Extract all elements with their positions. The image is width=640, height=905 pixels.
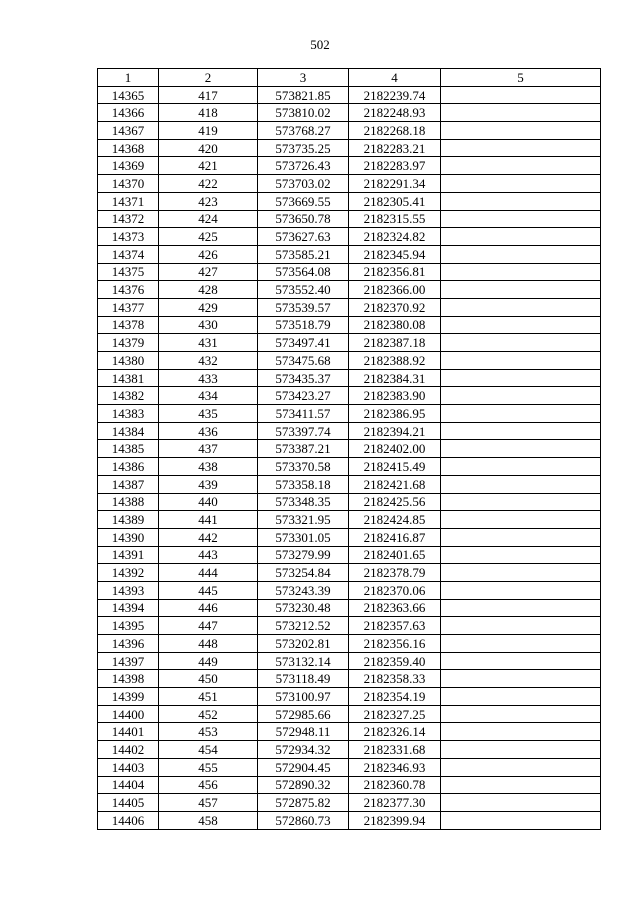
table-row xyxy=(98,175,601,193)
note-cell xyxy=(441,635,601,653)
table-row xyxy=(98,281,601,299)
coordinates-table xyxy=(97,68,601,830)
point-number-cell: 14382 xyxy=(98,387,159,405)
column-header-2: 2 xyxy=(159,69,258,87)
table-row xyxy=(98,581,601,599)
x-coordinate-cell: 573518.79 xyxy=(258,316,349,334)
y-coordinate-cell: 2182416.87 xyxy=(349,528,441,546)
note-cell xyxy=(441,511,601,529)
sequence-number-cell: 428 xyxy=(159,281,258,299)
note-cell xyxy=(441,581,601,599)
x-coordinate-cell: 573821.85 xyxy=(258,86,349,104)
page-number: 502 xyxy=(310,37,330,52)
point-number-cell: 14394 xyxy=(98,599,159,617)
note-cell xyxy=(441,458,601,476)
sequence-number-cell: 432 xyxy=(159,352,258,370)
point-number-cell: 14383 xyxy=(98,405,159,423)
point-number-cell: 14368 xyxy=(98,139,159,157)
x-coordinate-cell: 573423.27 xyxy=(258,387,349,405)
table-row xyxy=(98,192,601,210)
sequence-number-cell: 426 xyxy=(159,245,258,263)
note-cell xyxy=(441,228,601,246)
table-row xyxy=(98,334,601,352)
point-number-cell: 14397 xyxy=(98,652,159,670)
x-coordinate-cell: 573627.63 xyxy=(258,228,349,246)
point-number-cell: 14379 xyxy=(98,334,159,352)
table-row xyxy=(98,511,601,529)
point-number-cell: 14378 xyxy=(98,316,159,334)
table-row xyxy=(98,122,601,140)
point-number-cell: 14375 xyxy=(98,263,159,281)
point-number-cell: 14405 xyxy=(98,794,159,812)
point-number-cell: 14401 xyxy=(98,723,159,741)
note-cell xyxy=(441,741,601,759)
x-coordinate-cell: 573497.41 xyxy=(258,334,349,352)
x-coordinate-cell: 573585.21 xyxy=(258,245,349,263)
x-coordinate-cell: 572904.45 xyxy=(258,758,349,776)
x-coordinate-cell: 573100.97 xyxy=(258,688,349,706)
sequence-number-cell: 429 xyxy=(159,298,258,316)
sequence-number-cell: 421 xyxy=(159,157,258,175)
point-number-cell: 14388 xyxy=(98,493,159,511)
note-cell xyxy=(441,104,601,122)
y-coordinate-cell: 2182356.81 xyxy=(349,263,441,281)
note-cell xyxy=(441,369,601,387)
table-row xyxy=(98,564,601,582)
y-coordinate-cell: 2182363.66 xyxy=(349,599,441,617)
note-cell xyxy=(441,405,601,423)
x-coordinate-cell: 573202.81 xyxy=(258,635,349,653)
note-cell xyxy=(441,776,601,794)
note-cell xyxy=(441,546,601,564)
y-coordinate-cell: 2182327.25 xyxy=(349,705,441,723)
y-coordinate-cell: 2182358.33 xyxy=(349,670,441,688)
note-cell xyxy=(441,758,601,776)
y-coordinate-cell: 2182283.97 xyxy=(349,157,441,175)
note-cell xyxy=(441,175,601,193)
table-row xyxy=(98,705,601,723)
point-number-cell: 14376 xyxy=(98,281,159,299)
sequence-number-cell: 439 xyxy=(159,475,258,493)
y-coordinate-cell: 2182356.16 xyxy=(349,635,441,653)
sequence-number-cell: 431 xyxy=(159,334,258,352)
sequence-number-cell: 441 xyxy=(159,511,258,529)
sequence-number-cell: 450 xyxy=(159,670,258,688)
point-number-cell: 14369 xyxy=(98,157,159,175)
table-row xyxy=(98,652,601,670)
note-cell xyxy=(441,794,601,812)
point-number-cell: 14393 xyxy=(98,581,159,599)
note-cell xyxy=(441,86,601,104)
table-row xyxy=(98,617,601,635)
table-row xyxy=(98,139,601,157)
point-number-cell: 14399 xyxy=(98,688,159,706)
y-coordinate-cell: 2182357.63 xyxy=(349,617,441,635)
table-row xyxy=(98,688,601,706)
x-coordinate-cell: 572985.66 xyxy=(258,705,349,723)
x-coordinate-cell: 573212.52 xyxy=(258,617,349,635)
y-coordinate-cell: 2182421.68 xyxy=(349,475,441,493)
sequence-number-cell: 444 xyxy=(159,564,258,582)
note-cell xyxy=(441,688,601,706)
sequence-number-cell: 440 xyxy=(159,493,258,511)
note-cell xyxy=(441,528,601,546)
x-coordinate-cell: 573726.43 xyxy=(258,157,349,175)
y-coordinate-cell: 2182370.06 xyxy=(349,581,441,599)
x-coordinate-cell: 573703.02 xyxy=(258,175,349,193)
sequence-number-cell: 458 xyxy=(159,811,258,829)
x-coordinate-cell: 572934.32 xyxy=(258,741,349,759)
point-number-cell: 14377 xyxy=(98,298,159,316)
y-coordinate-cell: 2182386.95 xyxy=(349,405,441,423)
x-coordinate-cell: 573370.58 xyxy=(258,458,349,476)
y-coordinate-cell: 2182401.65 xyxy=(349,546,441,564)
x-coordinate-cell: 573650.78 xyxy=(258,210,349,228)
point-number-cell: 14390 xyxy=(98,528,159,546)
table-row xyxy=(98,599,601,617)
note-cell xyxy=(441,352,601,370)
sequence-number-cell: 457 xyxy=(159,794,258,812)
y-coordinate-cell: 2182388.92 xyxy=(349,352,441,370)
sequence-number-cell: 417 xyxy=(159,86,258,104)
x-coordinate-cell: 573387.21 xyxy=(258,440,349,458)
y-coordinate-cell: 2182380.08 xyxy=(349,316,441,334)
table-row xyxy=(98,86,601,104)
note-cell xyxy=(441,475,601,493)
y-coordinate-cell: 2182331.68 xyxy=(349,741,441,759)
note-cell xyxy=(441,122,601,140)
sequence-number-cell: 453 xyxy=(159,723,258,741)
sequence-number-cell: 452 xyxy=(159,705,258,723)
note-cell xyxy=(441,387,601,405)
point-number-cell: 14400 xyxy=(98,705,159,723)
table-row xyxy=(98,157,601,175)
note-cell xyxy=(441,245,601,263)
x-coordinate-cell: 573552.40 xyxy=(258,281,349,299)
x-coordinate-cell: 573810.02 xyxy=(258,104,349,122)
sequence-number-cell: 433 xyxy=(159,369,258,387)
point-number-cell: 14404 xyxy=(98,776,159,794)
x-coordinate-cell: 573254.84 xyxy=(258,564,349,582)
y-coordinate-cell: 2182346.93 xyxy=(349,758,441,776)
y-coordinate-cell: 2182305.41 xyxy=(349,192,441,210)
sequence-number-cell: 436 xyxy=(159,422,258,440)
table-row xyxy=(98,405,601,423)
column-header-4: 4 xyxy=(349,69,441,87)
table-row xyxy=(98,245,601,263)
sequence-number-cell: 438 xyxy=(159,458,258,476)
sequence-number-cell: 422 xyxy=(159,175,258,193)
x-coordinate-cell: 573243.39 xyxy=(258,581,349,599)
note-cell xyxy=(441,334,601,352)
sequence-number-cell: 419 xyxy=(159,122,258,140)
note-cell xyxy=(441,316,601,334)
note-cell xyxy=(441,493,601,511)
x-coordinate-cell: 572948.11 xyxy=(258,723,349,741)
x-coordinate-cell: 573435.37 xyxy=(258,369,349,387)
note-cell xyxy=(441,422,601,440)
note-cell xyxy=(441,599,601,617)
table-row xyxy=(98,316,601,334)
point-number-cell: 14367 xyxy=(98,122,159,140)
table-row xyxy=(98,546,601,564)
point-number-cell: 14387 xyxy=(98,475,159,493)
sequence-number-cell: 425 xyxy=(159,228,258,246)
sequence-number-cell: 434 xyxy=(159,387,258,405)
point-number-cell: 14403 xyxy=(98,758,159,776)
sequence-number-cell: 455 xyxy=(159,758,258,776)
point-number-cell: 14365 xyxy=(98,86,159,104)
point-number-cell: 14372 xyxy=(98,210,159,228)
sequence-number-cell: 456 xyxy=(159,776,258,794)
sequence-number-cell: 443 xyxy=(159,546,258,564)
point-number-cell: 14386 xyxy=(98,458,159,476)
sequence-number-cell: 445 xyxy=(159,581,258,599)
y-coordinate-cell: 2182387.18 xyxy=(349,334,441,352)
table-row xyxy=(98,493,601,511)
sequence-number-cell: 424 xyxy=(159,210,258,228)
x-coordinate-cell: 573411.57 xyxy=(258,405,349,423)
note-cell xyxy=(441,723,601,741)
table-row xyxy=(98,228,601,246)
y-coordinate-cell: 2182248.93 xyxy=(349,104,441,122)
table-row xyxy=(98,635,601,653)
table-body xyxy=(98,86,601,829)
x-coordinate-cell: 573669.55 xyxy=(258,192,349,210)
table-row xyxy=(98,352,601,370)
column-header-1: 1 xyxy=(98,69,159,87)
table-row xyxy=(98,811,601,829)
x-coordinate-cell: 573279.99 xyxy=(258,546,349,564)
table-row xyxy=(98,458,601,476)
point-number-cell: 14373 xyxy=(98,228,159,246)
note-cell xyxy=(441,705,601,723)
note-cell xyxy=(441,210,601,228)
table-row xyxy=(98,104,601,122)
x-coordinate-cell: 573768.27 xyxy=(258,122,349,140)
note-cell xyxy=(441,670,601,688)
sequence-number-cell: 427 xyxy=(159,263,258,281)
y-coordinate-cell: 2182326.14 xyxy=(349,723,441,741)
sequence-number-cell: 423 xyxy=(159,192,258,210)
y-coordinate-cell: 2182384.31 xyxy=(349,369,441,387)
x-coordinate-cell: 573321.95 xyxy=(258,511,349,529)
table-row xyxy=(98,794,601,812)
table-row xyxy=(98,210,601,228)
sequence-number-cell: 442 xyxy=(159,528,258,546)
point-number-cell: 14366 xyxy=(98,104,159,122)
table-row xyxy=(98,670,601,688)
y-coordinate-cell: 2182383.90 xyxy=(349,387,441,405)
x-coordinate-cell: 572890.32 xyxy=(258,776,349,794)
note-cell xyxy=(441,617,601,635)
x-coordinate-cell: 573301.05 xyxy=(258,528,349,546)
point-number-cell: 14370 xyxy=(98,175,159,193)
y-coordinate-cell: 2182283.21 xyxy=(349,139,441,157)
note-cell xyxy=(441,157,601,175)
y-coordinate-cell: 2182377.30 xyxy=(349,794,441,812)
sequence-number-cell: 437 xyxy=(159,440,258,458)
x-coordinate-cell: 573397.74 xyxy=(258,422,349,440)
x-coordinate-cell: 573475.68 xyxy=(258,352,349,370)
table-row xyxy=(98,528,601,546)
x-coordinate-cell: 572875.82 xyxy=(258,794,349,812)
note-cell xyxy=(441,811,601,829)
table-row xyxy=(98,475,601,493)
table-row xyxy=(98,387,601,405)
sequence-number-cell: 454 xyxy=(159,741,258,759)
sequence-number-cell: 446 xyxy=(159,599,258,617)
table-row xyxy=(98,263,601,281)
y-coordinate-cell: 2182399.94 xyxy=(349,811,441,829)
y-coordinate-cell: 2182402.00 xyxy=(349,440,441,458)
point-number-cell: 14371 xyxy=(98,192,159,210)
point-number-cell: 14381 xyxy=(98,369,159,387)
x-coordinate-cell: 573348.35 xyxy=(258,493,349,511)
point-number-cell: 14396 xyxy=(98,635,159,653)
table-row xyxy=(98,422,601,440)
table-row xyxy=(98,741,601,759)
y-coordinate-cell: 2182425.56 xyxy=(349,493,441,511)
sequence-number-cell: 451 xyxy=(159,688,258,706)
point-number-cell: 14389 xyxy=(98,511,159,529)
y-coordinate-cell: 2182378.79 xyxy=(349,564,441,582)
x-coordinate-cell: 573132.14 xyxy=(258,652,349,670)
y-coordinate-cell: 2182291.34 xyxy=(349,175,441,193)
point-number-cell: 14406 xyxy=(98,811,159,829)
point-number-cell: 14380 xyxy=(98,352,159,370)
table-row xyxy=(98,440,601,458)
sequence-number-cell: 449 xyxy=(159,652,258,670)
column-header-3: 3 xyxy=(258,69,349,87)
y-coordinate-cell: 2182315.55 xyxy=(349,210,441,228)
y-coordinate-cell: 2182239.74 xyxy=(349,86,441,104)
note-cell xyxy=(441,298,601,316)
note-cell xyxy=(441,139,601,157)
y-coordinate-cell: 2182424.85 xyxy=(349,511,441,529)
point-number-cell: 14402 xyxy=(98,741,159,759)
y-coordinate-cell: 2182360.78 xyxy=(349,776,441,794)
y-coordinate-cell: 2182324.82 xyxy=(349,228,441,246)
y-coordinate-cell: 2182359.40 xyxy=(349,652,441,670)
y-coordinate-cell: 2182354.19 xyxy=(349,688,441,706)
x-coordinate-cell: 572860.73 xyxy=(258,811,349,829)
point-number-cell: 14384 xyxy=(98,422,159,440)
table-header-row xyxy=(98,69,601,87)
sequence-number-cell: 420 xyxy=(159,139,258,157)
x-coordinate-cell: 573230.48 xyxy=(258,599,349,617)
sequence-number-cell: 418 xyxy=(159,104,258,122)
x-coordinate-cell: 573735.25 xyxy=(258,139,349,157)
table-row xyxy=(98,758,601,776)
y-coordinate-cell: 2182394.21 xyxy=(349,422,441,440)
point-number-cell: 14374 xyxy=(98,245,159,263)
note-cell xyxy=(441,652,601,670)
note-cell xyxy=(441,440,601,458)
point-number-cell: 14392 xyxy=(98,564,159,582)
x-coordinate-cell: 573564.08 xyxy=(258,263,349,281)
note-cell xyxy=(441,564,601,582)
y-coordinate-cell: 2182268.18 xyxy=(349,122,441,140)
table-row xyxy=(98,298,601,316)
x-coordinate-cell: 573118.49 xyxy=(258,670,349,688)
y-coordinate-cell: 2182345.94 xyxy=(349,245,441,263)
note-cell xyxy=(441,281,601,299)
point-number-cell: 14385 xyxy=(98,440,159,458)
point-number-cell: 14395 xyxy=(98,617,159,635)
sequence-number-cell: 448 xyxy=(159,635,258,653)
sequence-number-cell: 430 xyxy=(159,316,258,334)
sequence-number-cell: 435 xyxy=(159,405,258,423)
note-cell xyxy=(441,263,601,281)
point-number-cell: 14391 xyxy=(98,546,159,564)
table-row xyxy=(98,776,601,794)
y-coordinate-cell: 2182415.49 xyxy=(349,458,441,476)
column-header-5: 5 xyxy=(441,69,601,87)
table-row xyxy=(98,723,601,741)
y-coordinate-cell: 2182366.00 xyxy=(349,281,441,299)
y-coordinate-cell: 2182370.92 xyxy=(349,298,441,316)
x-coordinate-cell: 573358.18 xyxy=(258,475,349,493)
point-number-cell: 14398 xyxy=(98,670,159,688)
x-coordinate-cell: 573539.57 xyxy=(258,298,349,316)
note-cell xyxy=(441,192,601,210)
sequence-number-cell: 447 xyxy=(159,617,258,635)
table-row xyxy=(98,369,601,387)
